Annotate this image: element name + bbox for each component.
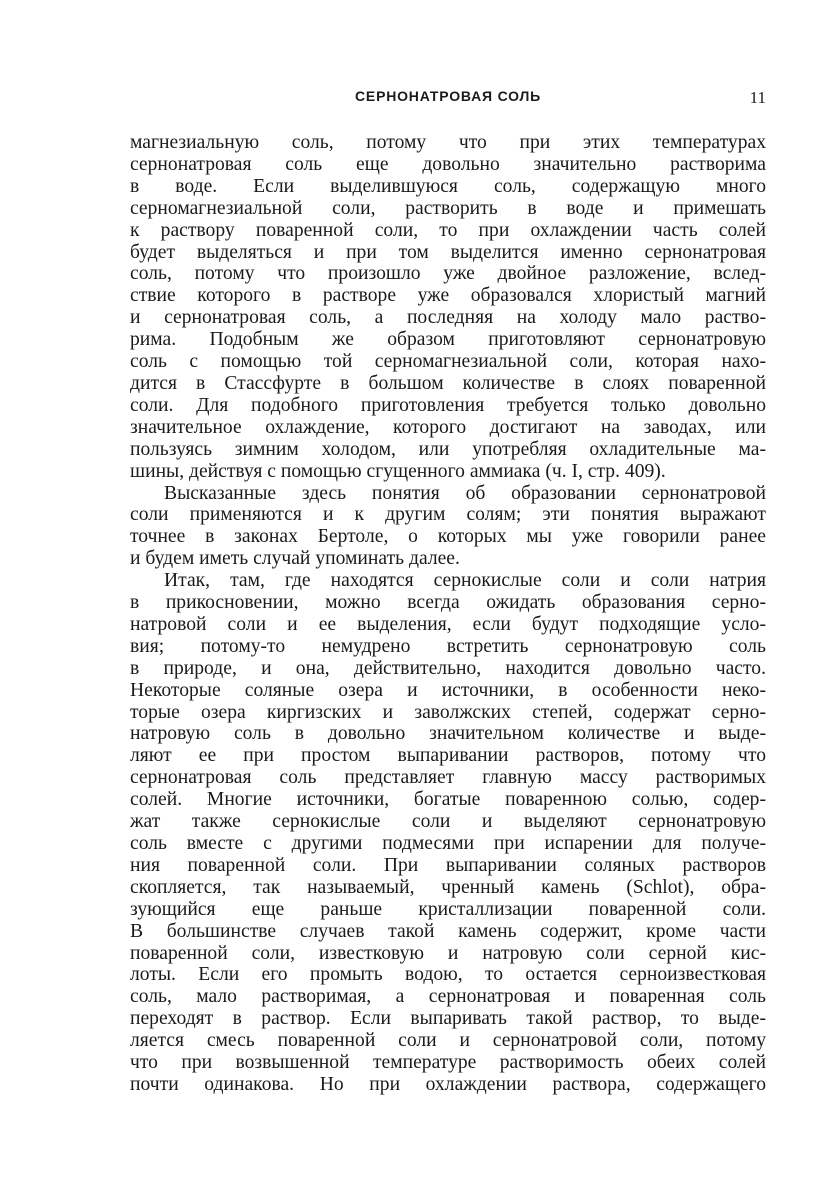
paragraph — [130, 483, 766, 571]
body-text — [130, 132, 766, 1096]
text-line: сернонатровая соль представляет главную массу растворимых — [130, 767, 766, 789]
text-line: натровую соль в довольно значительном количестве и выде- — [130, 723, 766, 745]
text-line: почти одинакова. Но при охлаждении раствора, содержащего — [130, 1073, 766, 1095]
text-line: значительное охлаждение, которого достигают на заводах, или — [130, 416, 766, 438]
text-line: будет выделяться и при том выделится именно сернонатровая — [130, 241, 766, 263]
text-line: сернонатровая соль еще довольно значительно растворима — [130, 153, 766, 175]
text-line: ния поваренной соли. При выпаривании соляных растворов — [130, 854, 766, 876]
text-line: лоты. Если его промыть водою, то остается серноизвестковая — [130, 964, 766, 986]
text-line: скопляется, так называемый, чренный камень (Schlot), обра- — [130, 876, 766, 898]
text-line: в прикосновении, можно всегда ожидать образования серно- — [130, 592, 766, 614]
text-line: Некоторые соляные озера и источники, в особенности неко- — [130, 679, 766, 701]
text-line: жат также сернокислые соли и выделяют сернонатровую — [130, 811, 766, 833]
text-line: ляют ее при простом выпаривании растворов, потому что — [130, 745, 766, 767]
text-line: солей. Многие источники, богатые поваренною солью, содер- — [130, 789, 766, 811]
text-line: соли. Для подобного приготовления требуется только довольно — [130, 394, 766, 416]
text-line: что при возвышенной температуре растворимость обеих солей — [130, 1052, 766, 1074]
text-line: шины, действуя с помощью сгущенного аммиака (ч. I, стр. 409). — [130, 460, 666, 482]
text-line: соли применяются и к другим солям; эти понятия выражают — [130, 504, 766, 526]
text-line: соль вместе с другими подмесями при испарении для получе- — [130, 833, 766, 854]
paragraph — [130, 570, 766, 1096]
text-line: соль, мало растворимая, а сернонатровая и поваренная соль — [130, 986, 766, 1008]
text-line: переходят в раствор. Если выпаривать такой раствор, то выде- — [130, 1008, 766, 1030]
text-line: натровой соли и ее выделения, если будут подходящие усло- — [130, 613, 766, 635]
text-line: серномагнезиальной соли, растворить в воде и примешать — [130, 197, 766, 219]
text-line: соль, потому что произошло уже двойное разложение, вслед- — [130, 263, 766, 285]
text-line: в природе, и она, действительно, находится довольно часто. — [130, 657, 766, 679]
text-line: и сернонатровая соль, а последняя на холоду мало раство- — [130, 307, 766, 329]
text-line: зующийся еще раньше кристаллизации поваренной соли. — [130, 898, 766, 920]
text-line: ствие которого в растворе уже образовался хлористый магний — [130, 285, 766, 307]
text-line: магнезиальную соль, потому что при этих температурах — [130, 132, 766, 153]
text-line: В большинстве случаев такой камень содержит, кроме части — [130, 920, 766, 942]
text-line: поваренной соли, известковую и натровую соли серной кис- — [130, 942, 766, 964]
text-line: в воде. Если выделившуюся соль, содержащую много — [130, 175, 766, 197]
text-line: пользуясь зимним холодом, или употребляя охладительные ма- — [130, 438, 766, 460]
text-line: ляется смесь поваренной соли и сернонатровой соли, потому — [130, 1030, 766, 1052]
running-head — [130, 88, 766, 112]
page-number: 11 — [749, 88, 766, 107]
text-line: к раствору поваренной соли, то при охлаждении часть солей — [130, 219, 766, 241]
text-line: соль с помощью той серномагнезиальной соли, которая нахо- — [130, 351, 766, 373]
text-line: точнее в законах Бертоле, о которых мы уже говорили ранее — [130, 526, 766, 548]
text-line: Итак, там, где находятся сернокислые соли и соли натрия — [164, 570, 766, 592]
text-line: рима. Подобным же образом приготовляют сернонатровую — [130, 329, 766, 351]
running-title: СЕРНОНАТРОВАЯ СОЛЬ — [355, 88, 541, 104]
text-line: Высказанные здесь понятия об образовании сернонатровой — [164, 482, 766, 504]
text-line: дится в Стассфурте в большом количестве в слоях поваренной — [130, 372, 766, 394]
text-line: торые озера киргизских и заволжских степей, содержат серно- — [130, 701, 766, 723]
text-line: вия; потому-то немудрено встретить сернонатровую соль — [130, 635, 766, 657]
paragraph — [130, 132, 766, 483]
text-line: и будем иметь случай упоминать далее. — [130, 548, 460, 570]
